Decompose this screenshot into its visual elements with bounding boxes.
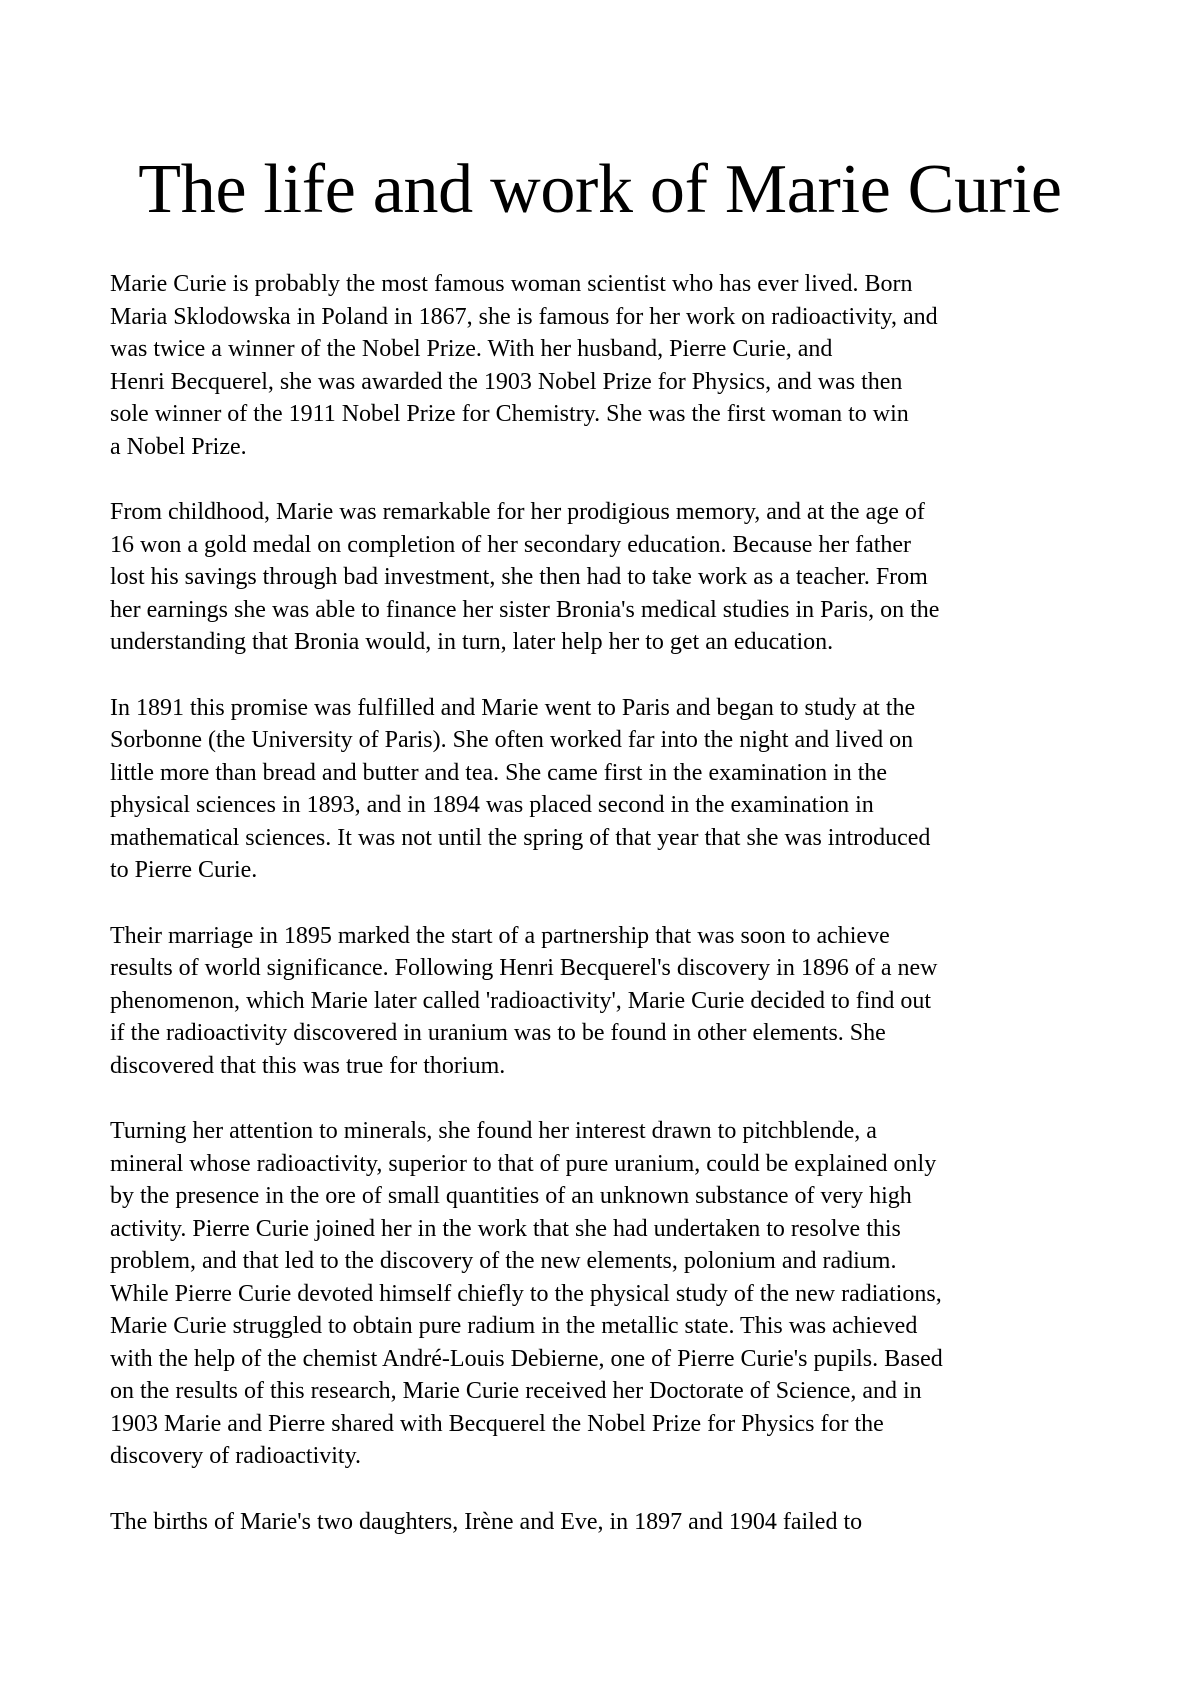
text-line: results of world significance. Following Henri Becquerel's discovery in 1896 of a new xyxy=(110,955,938,981)
paragraph-4 xyxy=(110,920,1110,1083)
text-line: on the results of this research, Marie Curie received her Doctorate of Science, and in xyxy=(110,1378,922,1404)
text-line: phenomenon, which Marie later called 'radioactivity', Marie Curie decided to find out xyxy=(110,987,932,1014)
paragraph-6 xyxy=(110,1506,1110,1539)
paragraph-1 xyxy=(110,268,1110,463)
paragraph-3 xyxy=(110,692,1110,887)
text-line: discovered that this was true for thorium. xyxy=(110,1052,506,1079)
text-line: Maria Sklodowska in Poland in 1867, she is famous for her work on radioactivity, and xyxy=(110,303,938,330)
text-line: Sorbonne (the University of Paris). She often worked far into the night and lived on xyxy=(110,727,914,753)
text-line: From childhood, Marie was remarkable for her prodigious memory, and at the age of xyxy=(110,499,925,525)
text-line: to Pierre Curie. xyxy=(110,857,258,883)
text-line: discovery of radioactivity. xyxy=(110,1443,362,1469)
text-line: Turning her attention to minerals, she found her interest drawn to pitchblende, a xyxy=(110,1118,877,1144)
text-line: 16 won a gold medal on completion of her secondary education. Because her father xyxy=(110,531,912,558)
text-line: mineral whose radioactivity, superior to that of pure uranium, could be explained only xyxy=(110,1150,937,1177)
text-line: physical sciences in 1893, and in 1894 was placed second in the examination in xyxy=(110,792,874,818)
text-line: Henri Becquerel, she was awarded the 1903 Nobel Prize for Physics, and was then xyxy=(110,368,903,395)
text-line: Marie Curie is probably the most famous woman scientist who has ever lived. Born xyxy=(110,271,913,297)
paragraph-5 xyxy=(110,1115,1110,1473)
text-line: problem, and that led to the discovery of the new elements, polonium and radium. xyxy=(110,1248,897,1274)
text-line: activity. Pierre Curie joined her in the work that she had undertaken to resolve this xyxy=(110,1215,901,1242)
text-line: The births of Marie's two daughters, Irène and Eve, in 1897 and 1904 failed to xyxy=(110,1508,863,1535)
text-line: if the radioactivity discovered in uranium was to be found in other elements. She xyxy=(110,1020,886,1046)
text-line: her earnings she was able to finance her sister Bronia's medical studies in Paris, on the xyxy=(110,596,940,623)
document-body xyxy=(110,268,1110,1571)
text-line: lost his savings through bad investment, she then had to take work as a teacher. From xyxy=(110,564,928,590)
text-line: Their marriage in 1895 marked the start of a partnership that was soon to achieve xyxy=(110,922,890,949)
text-line: mathematical sciences. It was not until the spring of that year that she was introduced xyxy=(110,824,931,851)
document-title: The life and work of Marie Curie xyxy=(138,151,1062,228)
text-line: by the presence in the ore of small quantities of an unknown substance of very high xyxy=(110,1183,912,1209)
text-line: While Pierre Curie devoted himself chiefly to the physical study of the new radiations, xyxy=(110,1280,942,1307)
text-line: a Nobel Prize. xyxy=(110,433,247,460)
text-line: sole winner of the 1911 Nobel Prize for Chemistry. She was the first woman to win xyxy=(110,401,909,427)
text-line: 1903 Marie and Pierre shared with Becquerel the Nobel Prize for Physics for the xyxy=(110,1410,884,1437)
text-line: with the help of the chemist André-Louis Debierne, one of Pierre Curie's pupils. Based xyxy=(110,1345,943,1372)
text-line: Marie Curie struggled to obtain pure radium in the metallic state. This was achieved xyxy=(110,1313,918,1339)
text-line: understanding that Bronia would, in turn, later help her to get an education. xyxy=(110,629,834,655)
text-line: In 1891 this promise was fulfilled and Marie went to Paris and began to study at the xyxy=(110,694,916,721)
paragraph-2 xyxy=(110,496,1110,659)
text-line: little more than bread and butter and tea. She came first in the examination in the xyxy=(110,759,888,786)
text-line: was twice a winner of the Nobel Prize. With her husband, Pierre Curie, and xyxy=(110,336,833,362)
